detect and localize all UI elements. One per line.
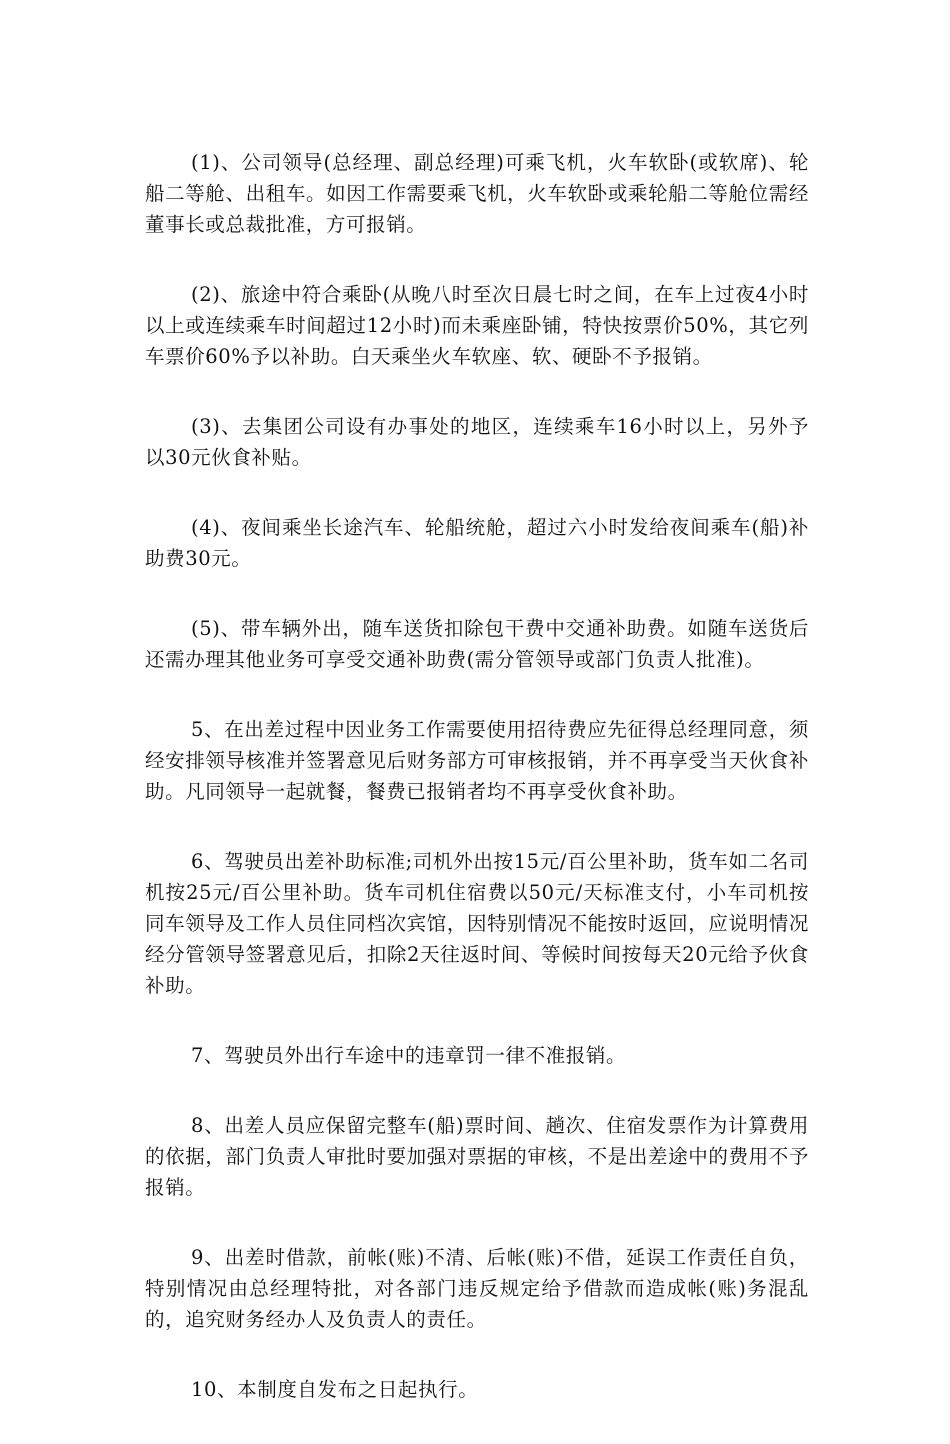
paragraph-item-4-night-travel: (4)、夜间乘坐长途汽车、轮船统舱，超过六小时发给夜间乘车(船)补助费30元。 <box>145 516 809 570</box>
paragraph-item-5-vehicle-delivery: (5)、带车辆外出，随车送货扣除包干费中交通补助费。如随车送货后还需办理其他业务可享受交通补助费(需分管领导或部门负责人批准)。 <box>145 617 809 671</box>
paragraph-rule-9-loans: 9、出差时借款，前帐(账)不清、后帐(账)不借，延误工作责任自负，特别情况由总经理特批，对各部门违反规定给予借款而造成帐(账)务混乱的，追究财务经办人及负责人的责任。 <box>145 1246 809 1331</box>
paragraph-rule-10-effective: 10、本制度自发布之日起执行。 <box>191 1378 479 1401</box>
paragraph-item-1-flights: (1)、公司领导(总经理、副总经理)可乘飞机，火车软卧(或软席)、轮船二等舱、出租车。如因工作需要乘飞机，火车软卧或乘轮船二等舱位需经董事长或总裁批准，方可报销。 <box>145 151 809 236</box>
paragraph-rule-5-entertainment: 5、在出差过程中因业务工作需要使用招待费应先征得总经理同意，须经安排领导核准并签署意见后财务部方可审核报销，并不再享受当天伙食补助。凡同领导一起就餐，餐费已报销者均不再享受伙食补助。 <box>145 718 809 803</box>
paragraph-rule-7-fines: 7、驾驶员外出行车途中的违章罚一律不准报销。 <box>191 1044 627 1067</box>
paragraph-rule-6-driver-subsidy: 6、驾驶员出差补助标准;司机外出按15元/百公里补助，货车如二名司机按25元/百公里补助。货车司机住宿费以50元/天标准支付，小车司机按同车领导及工作人员住同档次宾馆，因特别情况不能按时返回，应说明情况经分管领导签署意见后，扣除2天往返时间、等候时间按每天20元给予伙食补助。 <box>145 850 809 997</box>
paragraph-rule-8-receipts: 8、出差人员应保留完整车(船)票时间、趟次、住宿发票作为计算费用的依据，部门负责人审批时要加强对票据的审核，不是出差途中的费用不予报销。 <box>145 1114 809 1199</box>
paragraph-item-3-meal-subsidy: (3)、去集团公司设有办事处的地区，连续乘车16小时以上，另外予以30元伙食补贴。 <box>145 415 809 469</box>
paragraph-item-2-sleeper: (2)、旅途中符合乘卧(从晚八时至次日晨七时之间，在车上过夜4小时以上或连续乘车时间超过12小时)而未乘座卧铺，特快按票价50%，其它列车票价60%予以补助。白天乘坐火车软座、软、硬卧不予报销。 <box>145 283 809 368</box>
document-body <box>145 147 809 1444</box>
